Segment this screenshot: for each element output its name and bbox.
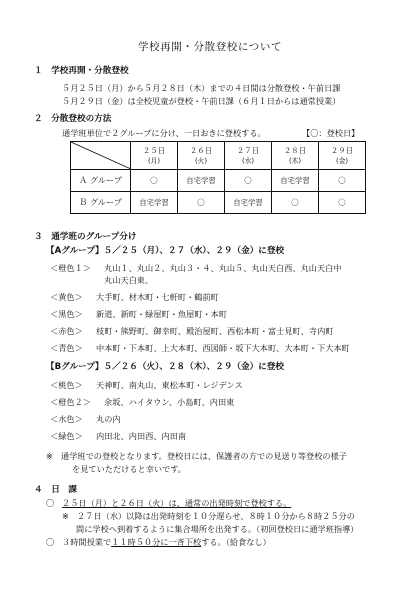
schedule-note-3-post: する。（給食なし） (201, 537, 271, 547)
table-row-group-b (71, 192, 366, 214)
day-header: ２５日 (月) (131, 142, 178, 170)
schedule-cell: 〇 (319, 192, 366, 214)
schedule-note-3-dismissal: １１時５０分に一斉下校 (111, 537, 202, 547)
schedule-cell: 〇 (178, 192, 225, 214)
group-label: Ｂ グループ (71, 192, 131, 214)
bullet-circle: 〇 (46, 537, 55, 547)
section1-line2: ５月２９日（金）は全校児童が登校・午前日課（６月１日からは通常授業） (62, 96, 341, 106)
group-label: Ａ グループ (71, 170, 131, 192)
diagonal-line (71, 142, 131, 169)
schedule-note-2-cont: 間に学校へ到着するように集合場所を出発する。（初回登校日に通学班指導） (76, 524, 359, 534)
attendance-legend: 【〇：登校日】 (302, 128, 360, 138)
schedule-cell: 〇 (319, 170, 366, 192)
day-header: ２７日 (水) (225, 142, 272, 170)
group-a-value: 新道、新町・緑屋町・魚屋町・本町 (96, 309, 228, 319)
day-header: ２８日 (木) (272, 142, 319, 170)
section1-heading: １ 学校再開・分散登校 (34, 66, 129, 76)
schedule-cell: 〇 (272, 192, 319, 214)
group-a-value: 大手町、材木町・七軒町・鶴前町 (96, 292, 219, 302)
group-a-value: 丸山１、丸山２、丸山３・４、丸山５、丸山天白西、丸山天白中 (104, 263, 342, 273)
group-a-title: 【Aグループ】５／２５（月）、２７（水）、２９（金）に登校 (46, 246, 285, 256)
schedule-cell: 自宅学習 (272, 170, 319, 192)
group-b-value: 天神町、南丸山、東松本町・レジデンス (96, 380, 243, 390)
group-b-title: 【Bグループ】５／２６（火）、２８（木）、２９（金）に登校 (46, 362, 284, 372)
group-b-value: 丸の内 (96, 414, 121, 424)
schedule-cell: 〇 (225, 170, 272, 192)
group-a-label: ＜赤色＞ (50, 326, 83, 336)
group-a-label: ＜黒色＞ (50, 309, 83, 319)
schedule-table (70, 141, 366, 214)
group-a-value-cont: 丸山天白東、 (104, 275, 154, 285)
group-b-label: ＜桃色＞ (50, 380, 83, 390)
schedule-cell: 〇 (131, 170, 178, 192)
schedule-cell: 自宅学習 (178, 170, 225, 192)
section2-heading: ２ 分散登校の方法 (34, 114, 112, 124)
section3-note-line2: を見ていただけると幸いです。 (72, 464, 186, 474)
group-a-label: ＜青色＞ (50, 343, 83, 353)
section3-heading: ３ 通学班のグループ分け (34, 232, 137, 242)
table-row-group-a (71, 170, 366, 192)
section1-line1: ５月２５日（月）から５月２８日（木）までの４日間は分散登校・午前日課 (62, 83, 341, 93)
day-header: ２６日 (火) (178, 142, 225, 170)
schedule-cell: 自宅学習 (225, 192, 272, 214)
group-a-label: ＜橙色１＞ (50, 263, 91, 273)
group-a-value: 中本町・下本町、上大本町、西図師・坂下大本町、大本町・下大本町 (96, 343, 350, 353)
bullet-circle: 〇 (46, 498, 55, 508)
schedule-cell: 自宅学習 (131, 192, 178, 214)
section2-intro: 通学班単位で２グループに分け、一日おきに登校する。 (62, 128, 266, 138)
schedule-note-1: ２５日（月）と２６日（火）は、通常の出発時刻で登校する。 (62, 498, 292, 508)
group-a-label: ＜黄色＞ (50, 292, 83, 302)
group-a-value: 枝町・熊野町、御幸町、殿治屋町、西松本町・富士見町、寺内町 (96, 326, 334, 336)
group-b-label: ＜水色＞ (50, 414, 83, 424)
table-corner-cell (71, 142, 131, 170)
day-header: ２９日 (金) (319, 142, 366, 170)
schedule-note-3 (62, 538, 271, 546)
schedule-note-2: ※ ２７日（水）以降は出発時刻を１０分遅らせ、８時１０分から８時２５分の (62, 511, 355, 521)
group-b-label: ＜橙色２＞ (50, 397, 91, 407)
section4-heading: ４ 日 課 (34, 485, 77, 495)
page-title: 学校再開・分散登校について (137, 41, 283, 53)
group-b-value: 余坂、ハイタウン、小島町、内田東 (104, 397, 235, 407)
group-b-label: ＜緑色＞ (50, 431, 83, 441)
schedule-note-3-pre: ３時間授業で (62, 537, 112, 547)
schedule-header-row (71, 142, 366, 170)
section3-note-line1: ※ 通学班での登校となります。登校日には、保護者の方での見送り等登校の様子 (46, 451, 347, 461)
group-b-value: 内田北、内田西、内田南 (96, 431, 187, 441)
